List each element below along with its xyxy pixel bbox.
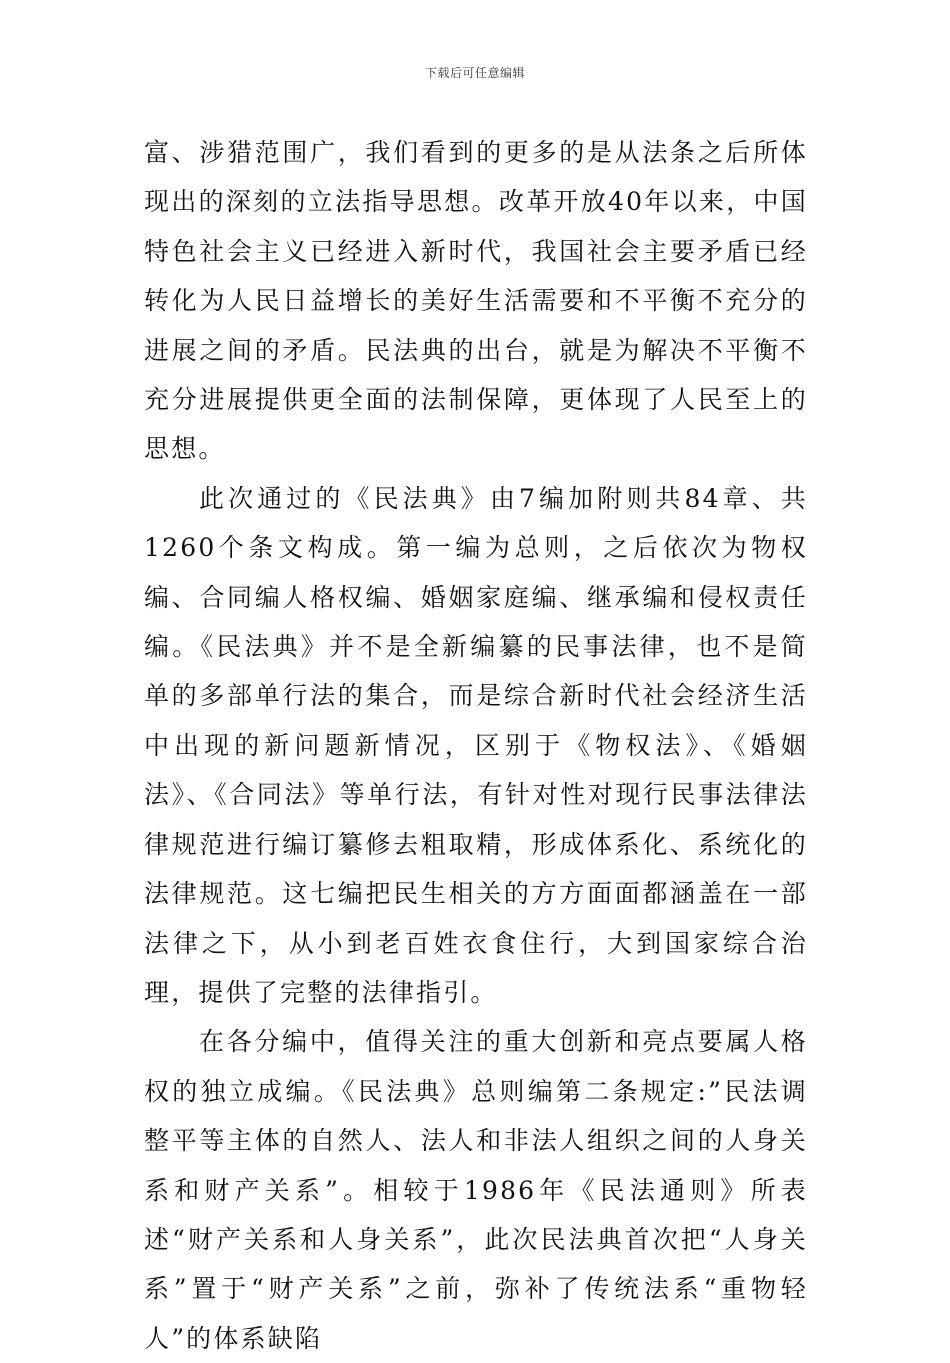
paragraph-personality-rights: 在各分编中，值得关注的重大创新和亮点要属人格权的独立成编。《民法典》总则编第二条规定:”民法调整平等主体的自然人、法人和非法人组织之间的人身关系和财产关系”。相较于1986年《民法通则》所表述“财产关系和人身关系”，此次民法典首次把“人身关系”置于“财产关系”之前，弥补了传统法系“重物轻人”的体系缺陷 xyxy=(144,1027,808,1353)
paragraph-continuation: 富、涉猎范围广，我们看到的更多的是从法条之后所体现出的深刻的立法指导思想。改革开放40年以来，中国特色社会主义已经进入新时代，我国社会主要矛盾已经转化为人民日益增长的美好生活需要和不平衡不充分的进展之间的矛盾。民法典的出台，就是为解决不平衡不充分进展提供更全面的法制保障，更体现了人民至上的思想。 xyxy=(144,138,808,464)
paragraph-civil-code-structure: 此次通过的《民法典》由7编加附则共84章、共1260个条文构成。第一编为总则，之后依次为物权编、合同编人格权编、婚姻家庭编、继承编和侵权责任编。《民法典》并不是全新编纂的民事法律，也不是简单的多部单行法的集合，而是综合新时代社会经济生活中出现的新问题新情况，区别于《物权法》、《婚姻法》、《合同法》等单行法，有针对性对现行民事法律法律规范进行编订纂修去粗取精，形成体系化、系统化的法律规范。这七编把民生相关的方方面面都涵盖在一部法律之下，从小到老百姓衣食住行，大到国家综合治理，提供了完整的法律指引。 xyxy=(144,483,808,1007)
page-header-note: 下载后可任意编辑 xyxy=(424,66,525,80)
document-body xyxy=(144,128,808,1363)
